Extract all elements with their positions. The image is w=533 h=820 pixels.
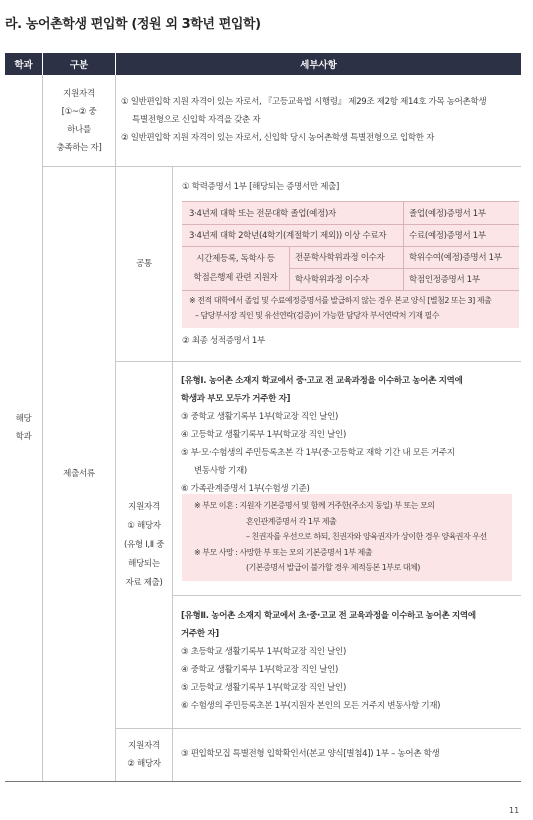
header-col-dept	[5, 53, 42, 75]
common-final: ② 최종 성적증명서 1부	[182, 336, 265, 346]
eligibility-details	[121, 93, 517, 147]
type1-item: 변동사항 기재)	[194, 466, 247, 476]
header-col-details	[116, 53, 521, 75]
type1-label-line: 자료 제출)	[125, 577, 163, 588]
type1-label-line: 해당되는	[128, 558, 160, 569]
cert-row-a: 3·4년제 대학 2학년(4학기(계절학기 제외)) 이상 수료자	[189, 231, 387, 241]
dept-line-1: 해당	[15, 414, 32, 424]
cert-row-a: 학사학위과정 이수자	[295, 275, 369, 285]
cert-note: ※ 전적 대학에서 졸업 및 수료예정증명서를 발급하지 않는 경우 본교 양식 [별첨2 또는 3] 제출	[189, 296, 492, 305]
divider	[289, 246, 290, 290]
eligibility-item: ② 일반편입학 지원 자격이 있는 자로서, 신입학 당시 농어촌학생 특별전형으로 입학한 자	[121, 133, 435, 143]
header-category-label: 구분	[69, 60, 89, 71]
type1-item: ⑥ 가족관계증명서 1부(수험생 기준)	[181, 484, 310, 494]
type3-label-line: ② 해당자	[127, 759, 161, 769]
type2-heading: 거주한 자]	[181, 629, 219, 639]
header-dept-label: 학과	[14, 60, 33, 71]
common-label-text: 공통	[136, 258, 152, 269]
type2-item: ③ 초등학교 생활기록부 1부(학교장 직인 날인)	[181, 647, 346, 657]
type3-label-line: 지원자격	[128, 741, 160, 751]
type1-label-line: (유형 Ⅰ,Ⅱ 중	[123, 539, 165, 550]
type1-heading: [유형Ⅰ. 농어촌 소재지 학교에서 중·고교 전 교육과정을 이수하고 농어촌 지역에	[181, 376, 463, 386]
cert-row-a: 전문학사학위과정 이수자	[295, 253, 385, 263]
cert-row-b: 학점인정증명서 1부	[409, 275, 480, 285]
cert-notes	[189, 293, 517, 323]
type1-label-line: 지원자격	[128, 501, 160, 512]
divider	[115, 728, 521, 729]
type1-notes	[182, 494, 512, 581]
cert-group-label-line: 학점은행제 관련 지원자	[193, 273, 278, 283]
cert-row-b: 학위수여(예정)증명서 1부	[409, 253, 502, 263]
cert-note: – 담당부서장 직인 및 유선연락(검증)이 가능한 담당자 부서연락처 기재 필수	[195, 311, 439, 320]
eligibility-label	[43, 75, 115, 166]
divider	[172, 166, 173, 782]
eligibility-item: 특별전형으로 신입학 자격을 갖춘 자	[132, 115, 261, 125]
type2-item: ⑤ 고등학교 생활기록부 1부(학교장 직인 날인)	[181, 683, 346, 693]
type3-label	[116, 729, 172, 781]
cert-row-b: 수료(예정)증명서 1부	[409, 231, 486, 241]
page-title: 라. 농어촌학생 편입학 (정원 외 3학년 편입학)	[5, 17, 261, 32]
table-bottom-border	[5, 781, 521, 782]
type1-item: ⑤ 부·모·수험생의 주민등록초본 각 1부(중·고등학교 재학 기간 내 모든 거주지	[181, 448, 455, 458]
type1-details	[181, 372, 519, 498]
header-details-label: 세부사항	[300, 60, 337, 71]
docs-label	[43, 166, 115, 781]
type1-note: ※ 부모 사망 : 사망한 부 또는 모의 기본증명서 1부 제출	[194, 547, 372, 557]
type1-heading: 학생과 부모 모두가 거주한 자]	[181, 394, 291, 404]
divider	[182, 290, 519, 291]
eligibility-label-line: 지원자격	[63, 88, 95, 99]
type2-details	[181, 607, 519, 715]
type1-item: ④ 고등학교 생활기록부 1부(학교장 직인 날인)	[181, 430, 346, 440]
type1-label	[116, 362, 172, 728]
cert-row-a: 3·4년제 대학 또는 전문대학 졸업(예정)자	[189, 208, 336, 219]
type1-item: ③ 중학교 생활기록부 1부(학교장 직인 날인)	[181, 412, 339, 422]
cert-group-label	[182, 248, 289, 290]
type2-item: ⑥ 수험생의 주민등록초본 1부(지원자 본인의 모든 거주지 변동사항 기재)	[181, 701, 441, 711]
eligibility-label-line: [①~② 중	[61, 106, 97, 117]
common-intro: ① 학력증명서 1부 [해당되는 증명서만 제출]	[182, 182, 340, 192]
type2-heading: [유형Ⅱ. 농어촌 소재지 학교에서 초·중·고교 전 교육과정을 이수하고 농어촌 지역에	[181, 611, 476, 621]
type1-label-line: ① 해당자	[127, 520, 161, 531]
docs-label-text: 제출서류	[63, 468, 95, 479]
type1-note: 혼인관계증명서 각 1부 제출	[246, 516, 337, 526]
eligibility-item: ① 일반편입학 지원 자격이 있는 자로서, 『고등교육법 시행령』 제29조 제2항 제14호 가목 농어촌학생	[121, 97, 487, 107]
header-col-category	[43, 53, 115, 75]
type2-item: ④ 중학교 생활기록부 1부(학교장 직인 날인)	[181, 665, 339, 675]
cert-row-b: 졸업(예정)증명서 1부	[409, 208, 486, 219]
divider	[403, 201, 404, 290]
dept-cell	[5, 75, 42, 781]
dept-line-2: 학과	[15, 432, 32, 442]
common-label	[116, 166, 172, 361]
divider	[172, 595, 521, 596]
cert-group-label-line: 시간제등록, 독학사 등	[196, 254, 275, 264]
eligibility-label-line: 하나를	[67, 124, 91, 135]
type1-note: ※ 부모 이혼 : 지원자 기본증명서 및 함께 거주한(주소지 동일) 부 또는 모의	[194, 501, 435, 510]
divider	[115, 361, 521, 362]
type1-note: (기본증명서 발급이 불가할 경우 제적등본 1부로 대체)	[246, 563, 420, 572]
type1-note: – 친권자를 우선으로 하되, 친권자와 양육권자가 상이한 경우 양육권자 우선	[246, 532, 487, 541]
eligibility-label-line: 충족하는 자]	[56, 142, 102, 153]
page-number: 11	[509, 806, 520, 815]
type3-item: ③ 편입학모집 특별전형 입학확인서(본교 양식[별첨4]) 1부 – 농어촌 학생	[181, 749, 440, 759]
